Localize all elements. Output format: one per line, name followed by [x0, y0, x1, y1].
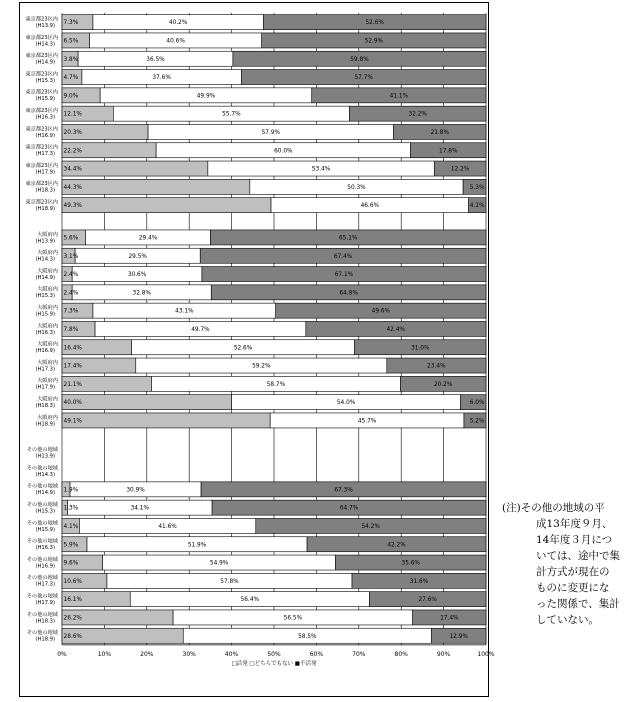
row-label-region: 大阪府内 [37, 359, 58, 366]
footnote-first-line: その他の地域の平 [520, 502, 605, 514]
row-label-period: (H15.3) [35, 293, 55, 300]
data-label: 5.6% [63, 235, 79, 242]
row-label-period: (H18.3) [35, 618, 55, 625]
row-label-period: (H16.3) [35, 114, 55, 121]
row-label-region: 大阪府内 [37, 231, 58, 238]
row-label-region: 東京都23区内 [25, 199, 58, 206]
row-label-region: 大阪府内 [37, 250, 58, 257]
bar-segment-active [62, 161, 208, 176]
data-label: 12.1% [63, 111, 82, 118]
data-label: 49.6% [371, 308, 391, 315]
data-label: 1.9% [63, 487, 79, 494]
legend-entry: □どちらでもない [247, 660, 294, 667]
data-label: 60.0% [274, 148, 293, 155]
row-label-period: (H17.3) [35, 151, 55, 158]
row-label-period: (H18.9) [35, 421, 55, 428]
data-label: 20.2% [433, 381, 453, 388]
data-label: 64.8% [339, 290, 358, 297]
data-label: 28.6% [63, 633, 82, 640]
data-label: 53.4% [311, 166, 331, 173]
row-label-region: その他の地域 [26, 483, 58, 490]
data-label: 5.3% [469, 184, 485, 191]
data-label: 21.1% [63, 381, 82, 388]
data-label: 52.6% [233, 345, 253, 352]
row-label-region: 東京都23区内 [25, 89, 58, 96]
data-label: 42.2% [387, 542, 406, 549]
data-label: 29.5% [128, 253, 147, 260]
data-label: 49.9% [196, 93, 216, 100]
row-label-region: 大阪府内 [37, 396, 58, 403]
legend [231, 659, 317, 667]
data-label: 34.4% [63, 166, 82, 173]
row-label-period: (H13.9) [35, 453, 55, 460]
x-tick-label: 50% [267, 650, 281, 658]
row-label-region: 大阪府内 [37, 414, 58, 421]
row-label-period: (H15.3) [35, 508, 55, 515]
row-label-period: (H16.9) [35, 132, 55, 139]
data-label: 16.1% [63, 597, 82, 604]
row-label-period: (H17.9) [35, 384, 55, 391]
x-tick-label: 0% [57, 650, 67, 658]
data-label: 59.8% [350, 56, 369, 63]
data-label: 26.2% [63, 615, 82, 622]
data-label: 32.8% [132, 290, 151, 297]
bar-segment-active [62, 179, 250, 194]
data-label: 58.7% [266, 381, 286, 388]
x-tick-label: 70% [352, 650, 366, 658]
data-label: 37.6% [152, 75, 171, 82]
row-label-region: その他の地域 [26, 538, 58, 545]
row-label-period: (H14.3) [35, 256, 55, 263]
data-label: 43.1% [175, 308, 194, 315]
data-label: 57.9% [261, 129, 281, 136]
row-label-period: (H15.3) [35, 77, 55, 84]
row-label-region: 大阪府内 [37, 286, 58, 293]
row-label-period: (H14.3) [35, 41, 55, 48]
data-label: 5.2% [469, 418, 485, 425]
data-label: 51.9% [187, 542, 207, 549]
row-label-region: 東京都23区内 [25, 181, 58, 188]
row-label-region: 東京都23区内 [25, 126, 58, 133]
row-label-period: (H14.9) [35, 274, 55, 281]
data-label: 30.9% [126, 487, 145, 494]
data-label: 21.8% [430, 129, 449, 136]
data-label: 54.2% [361, 523, 380, 530]
data-label: 2.4% [63, 290, 79, 297]
row-label-period: (H17.9) [35, 600, 55, 606]
footnote-body: 成13年度９月、 14年度３月につ いては、途中で集 計方式が現在の ものに変更にな った関係で、集計 していない。 [536, 518, 620, 626]
data-label: 6.0% [469, 400, 485, 407]
row-label-period: (H17.9) [35, 169, 55, 176]
bar-segment-active [62, 198, 271, 213]
data-label: 50.3% [347, 184, 366, 191]
data-label: 54.9% [209, 560, 229, 567]
stacked-bar-chart [20, 3, 495, 698]
row-label-region: 東京都23区内 [25, 162, 58, 169]
data-label: 59.2% [252, 363, 271, 370]
row-label-period: (H14.9) [35, 490, 55, 497]
row-label-period: (H14.3) [35, 471, 55, 478]
row-label-period: (H15.9) [35, 96, 55, 103]
row-label-period: (H14.9) [35, 59, 55, 66]
data-label: 34.1% [130, 505, 150, 512]
row-label-period: (H16.3) [35, 329, 55, 336]
data-label: 4.1% [63, 523, 79, 530]
row-label-period: (H18.9) [35, 636, 55, 643]
data-label: 6.5% [63, 38, 79, 45]
row-label-period: (H15.9) [35, 526, 55, 533]
data-label: 58.5% [298, 633, 317, 640]
data-label: 17.4% [440, 615, 459, 622]
data-label: 3.1% [63, 253, 79, 260]
data-label: 36.5% [146, 56, 165, 63]
data-label: 7.3% [63, 20, 79, 27]
data-label: 7.8% [63, 326, 79, 333]
data-label: 64.7% [339, 505, 359, 512]
data-label: 41.1% [389, 93, 409, 100]
data-label: 30.6% [127, 272, 147, 279]
row-label-period: (H17.3) [35, 581, 55, 588]
data-label: 46.6% [360, 203, 380, 210]
row-label-period: (H16.9) [35, 563, 55, 570]
data-label: 40.0% [63, 400, 82, 407]
data-label: 54.0% [336, 400, 356, 407]
row-label-period: (H16.3) [35, 545, 55, 552]
x-tick-label: 60% [309, 650, 324, 658]
data-label: 12.9% [449, 633, 468, 640]
row-label-region: 東京都23区内 [25, 34, 58, 41]
data-label: 56.4% [240, 597, 260, 604]
data-label: 4.1% [469, 203, 485, 210]
data-label: 67.3% [334, 487, 353, 494]
data-label: 17.4% [63, 363, 82, 370]
data-label: 56.5% [283, 615, 303, 622]
row-label-region: 大阪府内 [37, 378, 58, 385]
row-label-period: (H18.3) [35, 403, 55, 409]
row-label-region: 大阪府内 [37, 341, 58, 348]
data-label: 65.1% [338, 235, 358, 242]
data-label: 23.4% [427, 363, 446, 370]
data-label: 17.8% [439, 148, 458, 155]
legend-entry: □活発 [231, 660, 248, 667]
row-label-region: その他の地域 [26, 520, 58, 527]
x-tick-label: 30% [182, 650, 196, 658]
x-tick-label: 80% [394, 650, 408, 658]
data-label: 67.4% [333, 253, 353, 260]
data-label: 29.4% [138, 235, 158, 242]
row-label-region: その他の地域 [26, 575, 58, 582]
row-label-period: (H16.9) [35, 348, 55, 355]
data-label: 4.7% [63, 75, 79, 82]
data-label: 27.6% [418, 597, 437, 604]
data-label: 55.7% [222, 111, 241, 118]
row-label-period: (H18.9) [35, 206, 55, 212]
data-label: 20.3% [63, 129, 82, 136]
data-label: 40.2% [168, 20, 188, 27]
data-label: 31.6% [409, 578, 429, 585]
data-label: 45.7% [357, 418, 377, 425]
data-label: 49.1% [63, 418, 82, 425]
row-label-region: その他の地域 [26, 447, 58, 454]
data-label: 2.4% [63, 272, 79, 279]
row-label-region: その他の地域 [26, 630, 58, 637]
footnote-mark: (注) [502, 502, 521, 514]
row-label-region: その他の地域 [26, 465, 58, 472]
legend-entry: ■不活発 [293, 660, 317, 667]
data-label: 1.3% [63, 505, 79, 512]
data-label: 32.2% [408, 111, 427, 118]
data-label: 7.3% [63, 308, 79, 315]
data-label: 42.4% [386, 326, 405, 333]
data-label: 57.8% [220, 578, 239, 585]
bar-segment-active [62, 395, 232, 410]
data-label: 5.9% [63, 542, 79, 549]
row-label-region: 東京都23区内 [25, 71, 58, 78]
data-label: 31.0% [411, 345, 430, 352]
data-label: 67.1% [334, 272, 354, 279]
row-label-period: (H17.3) [35, 366, 55, 373]
data-label: 3.8% [63, 56, 79, 63]
data-label: 40.6% [166, 38, 185, 45]
x-tick-label: 40% [224, 650, 239, 658]
row-label-region: 東京都23区内 [25, 144, 58, 151]
chart-frame [19, 2, 495, 697]
data-label: 9.6% [63, 560, 79, 567]
row-label-region: 東京都23区内 [25, 53, 58, 60]
data-label: 49.3% [63, 203, 82, 210]
row-label-region: 大阪府内 [37, 323, 58, 330]
x-tick-label: 100% [477, 650, 495, 658]
row-label-period: (H13.9) [35, 23, 55, 29]
x-tick-label: 10% [97, 650, 112, 658]
data-label: 16.4% [63, 345, 82, 352]
row-label-region: 東京都23区内 [25, 108, 58, 114]
footnote [502, 500, 642, 628]
row-label-region: 大阪府内 [37, 305, 58, 311]
row-label-region: その他の地域 [26, 593, 58, 600]
row-label-region: その他の地域 [26, 611, 58, 618]
row-label-period: (H15.9) [35, 311, 55, 318]
data-label: 41.6% [158, 523, 177, 530]
x-tick-label: 90% [436, 650, 451, 658]
data-label: 52.9% [364, 38, 384, 45]
data-label: 52.6% [365, 20, 384, 27]
row-label-region: その他の地域 [26, 502, 58, 508]
data-label: 44.3% [63, 184, 82, 191]
row-label-period: (H18.3) [35, 187, 55, 194]
row-label-region: 大阪府内 [37, 268, 58, 275]
row-label-period: (H13.9) [35, 238, 55, 245]
data-label: 57.7% [354, 75, 373, 82]
x-tick-label: 20% [140, 650, 154, 658]
data-label: 49.7% [191, 326, 210, 333]
row-label-region: 東京都23区内 [25, 16, 58, 23]
data-label: 22.2% [63, 148, 82, 155]
data-label: 35.6% [401, 560, 420, 567]
data-label: 12.2% [450, 166, 470, 173]
data-label: 9.0% [63, 93, 79, 100]
row-label-region: その他の地域 [26, 556, 58, 563]
bar-segment-active [62, 413, 270, 428]
data-label: 10.6% [63, 578, 82, 585]
